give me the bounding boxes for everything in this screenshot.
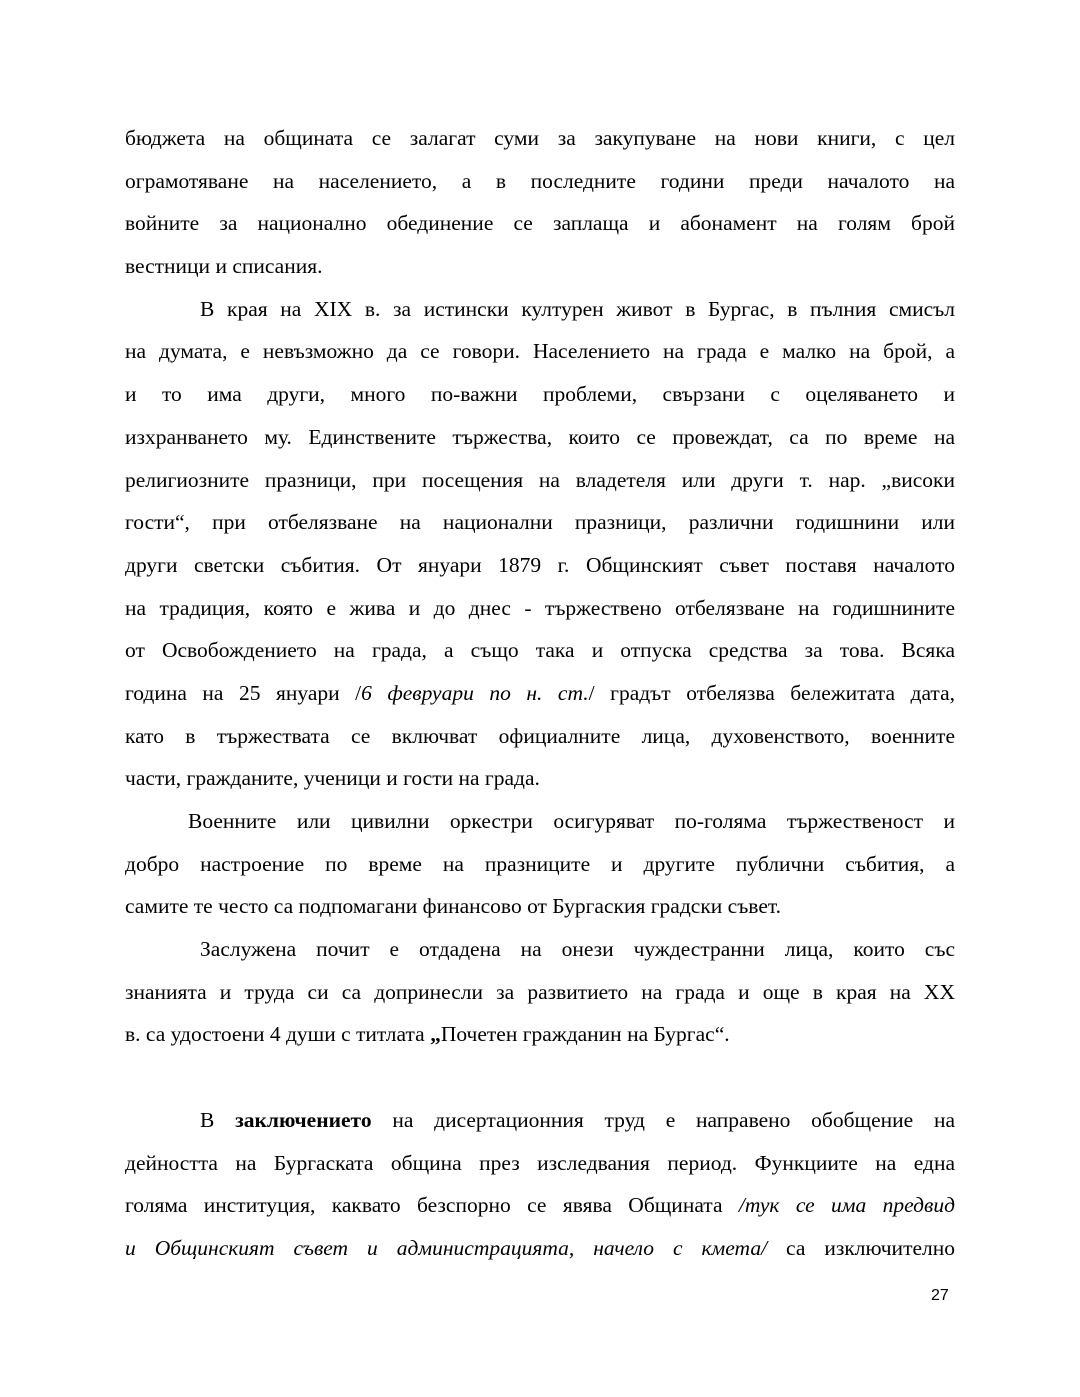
text-line: вестници и списания. — [125, 254, 323, 279]
text-run: Почетен гражданин на Бургас“. — [440, 1022, 730, 1047]
text-line: гости“, при отбелязване на национални празници, различни годишнини или — [125, 510, 955, 535]
text-line: на думата, е невъзможно да се говори. Населението на града е малко на брой, а — [125, 339, 955, 364]
text-run: са изключително — [767, 1235, 955, 1260]
italic-text: /тук се има предвид — [738, 1193, 956, 1218]
paragraph-3 — [125, 800, 955, 928]
text-run: голяма институция, каквато безспорно се явява Общината — [125, 1193, 739, 1218]
italic-text: 6 февруари по н. ст. — [361, 680, 589, 705]
text-line: Заслужена почит е отдадена на онези чуждестранни лица, които със — [200, 937, 955, 962]
text-line — [125, 1099, 955, 1142]
bold-text: „ — [430, 1022, 441, 1047]
text-line: и то има други, много по-важни проблеми, свързани с оцеляването и — [125, 382, 955, 407]
text-line — [125, 1013, 955, 1056]
text-line: знанията и труда си са допринесли за развитието на града и още в края на XX — [125, 979, 955, 1004]
paragraph-5 — [125, 1099, 955, 1270]
text-line — [125, 672, 955, 715]
text-line: В края на XIX в. за истински културен живот в Бургас, в пълния смисъл — [200, 296, 955, 321]
text-run: на дисертационния труд е направено обобщение на — [371, 1107, 956, 1132]
paragraph-spacer — [125, 1056, 955, 1099]
text-run: година на 25 януари / — [125, 680, 362, 705]
paragraph-4 — [125, 928, 955, 1056]
text-line: изхранването му. Единствените тържества, които се провеждат, са по време на — [125, 424, 955, 449]
text-line: други светски събития. От януари 1879 г. Общинският съвет поставя началото — [125, 552, 955, 577]
text-line: части, гражданите, ученици и гости на града. — [125, 766, 540, 791]
text-line: бюджета на общината се залагат суми за закупуване на нови книги, с цел — [125, 126, 955, 150]
text-run: в. са удостоени 4 души с титлата — [125, 1022, 431, 1047]
text-run: / градът отбелязва бележитата дата, — [588, 680, 956, 705]
paragraph-2 — [125, 288, 955, 800]
text-line: от Освобождението на града, а също така и отпуска средства за това. Всяка — [125, 638, 955, 663]
text-line: Военните или цивилни оркестри осигуряват по-голяма тържественост и — [188, 809, 955, 833]
text-line: религиозните празници, при посещения на владетеля или други т. нар. „високи — [125, 467, 955, 492]
text-line: дейността на Бургаската община през изследвания период. Функциите на една — [125, 1150, 955, 1175]
text-line: като в тържествата се включват официалните лица, духовенството, военните — [125, 723, 955, 748]
page-number: 27 — [931, 1287, 949, 1304]
paragraph-1 — [125, 117, 955, 288]
text-line — [125, 1184, 955, 1227]
text-line: на традиция, която е жива и до днес - тържествено отбелязване на годишнините — [125, 595, 955, 620]
text-run: В — [200, 1107, 236, 1132]
bold-text: заключението — [235, 1107, 372, 1132]
text-line: самите те често са подпомагани финансово от Бургаския градски съвет. — [125, 894, 782, 919]
text-line: добро настроение по време на празниците и другите публични събития, а — [125, 851, 955, 876]
text-line: войните за национално обединение се заплаща и абонамент на голям брой — [125, 211, 955, 236]
document-page — [125, 117, 955, 1270]
italic-text: и Общинският съвет и администрацията, начело с кмета/ — [125, 1235, 768, 1260]
text-line: ограмотяване на населението, а в последните години преди началото на — [125, 168, 955, 193]
text-line — [125, 1227, 955, 1270]
